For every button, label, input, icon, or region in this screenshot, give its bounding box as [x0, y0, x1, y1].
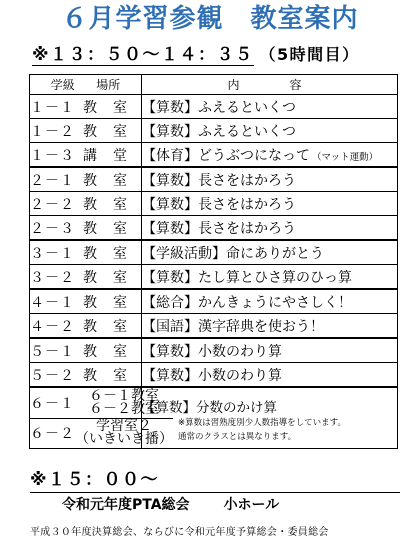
grade6-room-4: （いきいき播）	[75, 431, 173, 448]
row-class: ２－１	[30, 172, 75, 189]
row-class: ５－２	[30, 367, 75, 384]
grade6-place-cell	[30, 387, 173, 449]
schedule-table	[29, 74, 398, 449]
session-1-time	[32, 43, 360, 67]
row-content: 【算数】ふえるといくつ	[142, 99, 296, 116]
table-row	[30, 289, 398, 314]
row-room: 講 堂	[83, 147, 128, 164]
grade6-class-2: ６－２	[30, 426, 75, 443]
grade6-note-1: ※算数は習熟度別少人数指導をしています。	[178, 418, 346, 428]
header-grade: 学級	[50, 78, 75, 92]
table-row	[30, 363, 398, 388]
meeting-place: 小ホール	[223, 497, 280, 513]
row-content: 【国語】漢字辞典を使おう！	[142, 318, 324, 335]
row-class: １－２	[30, 123, 75, 140]
row-class: ４－２	[30, 318, 75, 335]
grade6-note-2: 通常のクラスとは異なります。	[178, 432, 297, 442]
header-content	[142, 75, 398, 95]
row-class: ２－３	[30, 220, 75, 237]
row-room: 教 室	[83, 123, 128, 140]
table-row	[30, 216, 398, 241]
row-room: 教 室	[83, 294, 128, 311]
row-content: 【算数】長さをはかろう	[142, 196, 296, 213]
grade6-room-2: ６－２教室	[89, 400, 159, 417]
row-class: ２－２	[30, 196, 75, 213]
row-room: 教 室	[83, 269, 128, 286]
row-content: 【算数】ふえるといくつ	[142, 123, 296, 140]
row-room: 教 室	[83, 220, 128, 237]
row-room: 教 室	[83, 245, 128, 262]
meeting-line	[62, 494, 279, 514]
table-row	[30, 265, 398, 290]
row-room: 教 室	[83, 99, 128, 116]
header-grade-place	[30, 75, 142, 95]
table-header-row	[30, 75, 398, 95]
row-class: １－３	[30, 147, 75, 164]
table-row	[30, 192, 398, 216]
row-content: 【算数】長さをはかろう	[142, 172, 296, 189]
grade6-content-cell	[142, 387, 398, 449]
row-content: 【総合】かんきょうにやさしく！	[142, 294, 352, 311]
row-class: １－１	[30, 99, 75, 116]
header-content-1: 内	[227, 78, 290, 92]
table-row	[30, 167, 398, 192]
row-content: 【学級活動】命にありがとう	[142, 245, 324, 262]
table-row	[30, 338, 398, 363]
table-row	[30, 314, 398, 339]
row-content: 【算数】小数のわり算	[142, 343, 282, 360]
table-row	[30, 95, 398, 119]
row-class: ３－２	[30, 269, 75, 286]
grade6-room-1: ６－１教室	[89, 387, 159, 404]
row-room: 教 室	[83, 367, 128, 384]
page-title: ６月学習参観 教室案内	[61, 4, 359, 34]
meeting-name: 令和元年度PTA総会	[62, 497, 190, 513]
row-class: ４－１	[30, 294, 75, 311]
table-row	[30, 240, 398, 265]
row-content: 【算数】小数のわり算	[142, 367, 282, 384]
row-room: 教 室	[83, 196, 128, 213]
grade6-class-1: ６－１	[30, 388, 75, 418]
session-1-period: （5時間目）	[259, 45, 360, 64]
row-room: 教 室	[83, 318, 128, 335]
row-content: 【算数】長さをはかろう	[142, 220, 296, 237]
table-row	[30, 119, 398, 143]
grade6-room-3: 学習室２	[96, 418, 152, 435]
session-2-time: ※１５：００～	[30, 468, 400, 493]
grade6-content: 【算数】分数のかけ算	[142, 400, 277, 416]
footer-note: 平成３０年度決算総会、ならびに令和元年度予算総会・委員総会	[30, 527, 329, 538]
row-content: 【体育】どうぶつになって	[142, 147, 310, 164]
table-row-grade6	[30, 387, 398, 449]
row-content: 【算数】たし算とひさ算のひっ算	[142, 269, 352, 286]
header-content-2: 容	[289, 78, 352, 92]
session-1-time-range: ※１３：５０～１４：３５	[32, 45, 254, 65]
row-content-sub: （マット運動）	[312, 151, 379, 163]
table-row	[30, 143, 398, 168]
row-room: 教 室	[83, 172, 128, 189]
row-class: ５－１	[30, 343, 75, 360]
header-place: 場所	[96, 78, 121, 92]
row-class: ３－１	[30, 245, 75, 262]
row-room: 教 室	[83, 343, 128, 360]
